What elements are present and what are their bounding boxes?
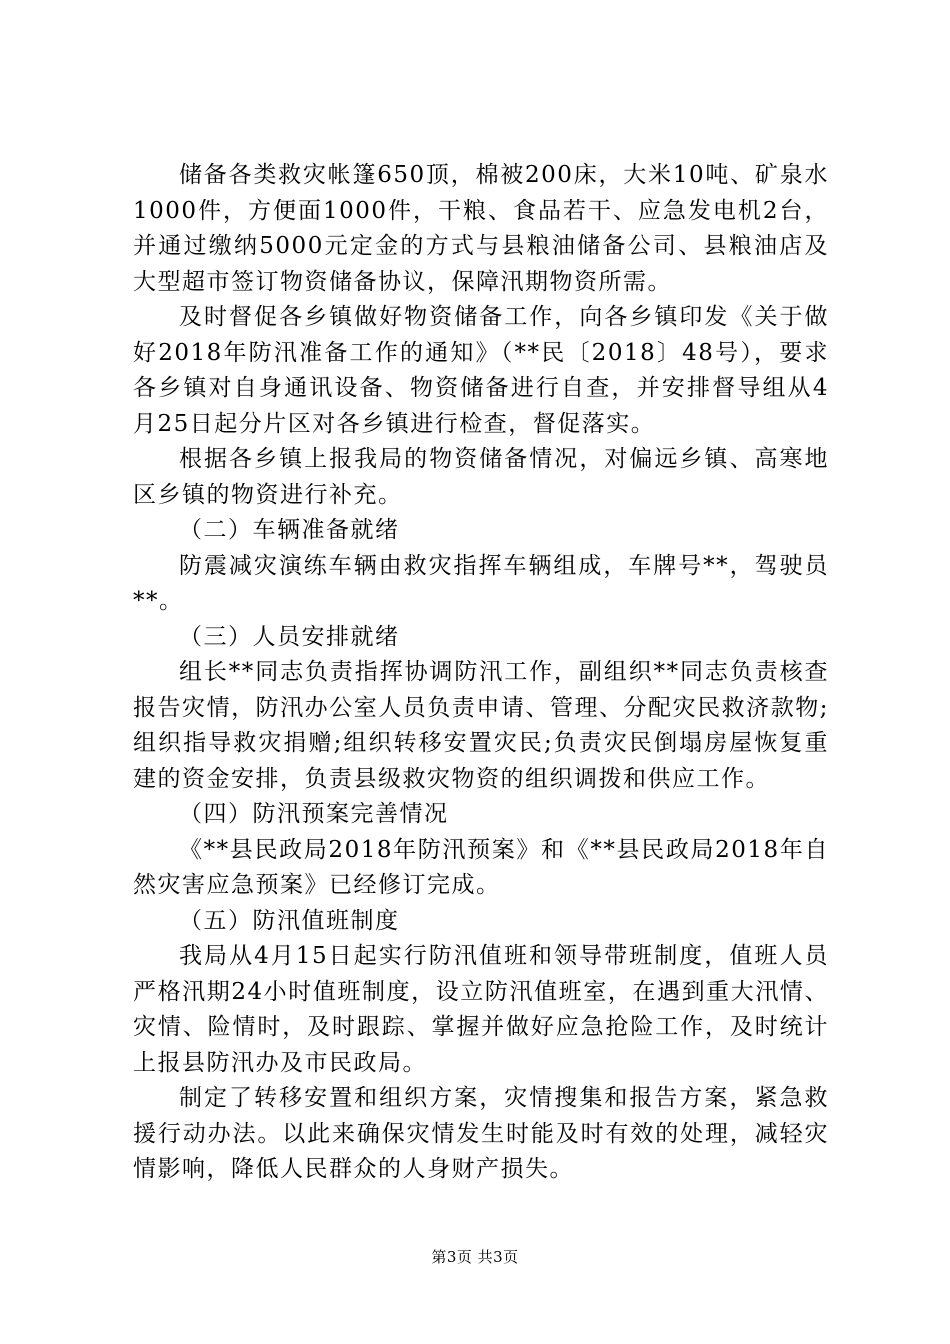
page-footer: 第3页 共3页	[431, 1248, 519, 1266]
paragraph-plans: 《**县民政局2018年防汛预案》和《**县民政局2018年自然灾害应急预案》已经修订完成。	[133, 836, 829, 898]
paragraph-vehicles: 防震减灾演练车辆由救灾指挥车辆组成，车牌号**，驾驶员**。	[133, 552, 829, 614]
section-heading-vehicles: （二）车辆准备就绪	[179, 517, 400, 543]
paragraph-duty-system: 我局从4月15日起实行防汛值班和领导带班制度，值班人员严格汛期24小时值班制度，设立防汛值班室，在遇到重大汛情、灾情、险情时，及时跟踪、掌握并做好应急抢险工作，及时统计上报县防汛办及市民政局。	[133, 943, 829, 1076]
paragraph-emergency-plans: 制定了转移安置和组织方案，灾情搜集和报告方案，紧急救援行动办法。以此来确保灾情发生时能及时有效的处理，减轻灾情影响，降低人民群众的人身财产损失。	[133, 1085, 829, 1182]
section-heading-duty: （五）防汛值班制度	[179, 907, 400, 934]
paragraph-remote-supplement: 根据各乡镇上报我局的物资储备情况，对偏远乡镇、高寒地区乡镇的物资进行补充。	[133, 446, 829, 508]
section-heading-personnel: （三）人员安排就绪	[179, 623, 400, 650]
paragraph-township-supervision: 及时督促各乡镇做好物资储备工作，向各乡镇印发《关于做好2018年防汛准备工作的通知》（**民〔2018〕48号），要求各乡镇对自身通讯设备、物资储备进行自查，并安排督导组从4月25日起分片区对各乡镇进行检查，督促落实。	[133, 304, 829, 437]
document-body	[133, 158, 829, 1188]
paragraph-personnel: 组长**同志负责指挥协调防汛工作，副组织**同志负责核查报告灾情，防汛办公室人员负责申请、管理、分配灾民救济款物;组织指导救灾捐赠;组织转移安置灾民;负责灾民倒塌房屋恢复重建的资金安排，负责县级救灾物资的组织调拨和供应工作。	[133, 659, 829, 792]
section-heading-plans: （四）防汛预案完善情况	[179, 801, 449, 827]
paragraph-supplies-reserve: 储备各类救灾帐篷650顶，棉被200床，大米10吨、矿泉水1000件，方便面1000件，干粮、食品若干、应急发电机2台，并通过缴纳5000元定金的方式与县粮油储备公司、县粮油店及大型超市签订物资储备协议，保障汛期物资所需。	[133, 162, 829, 295]
